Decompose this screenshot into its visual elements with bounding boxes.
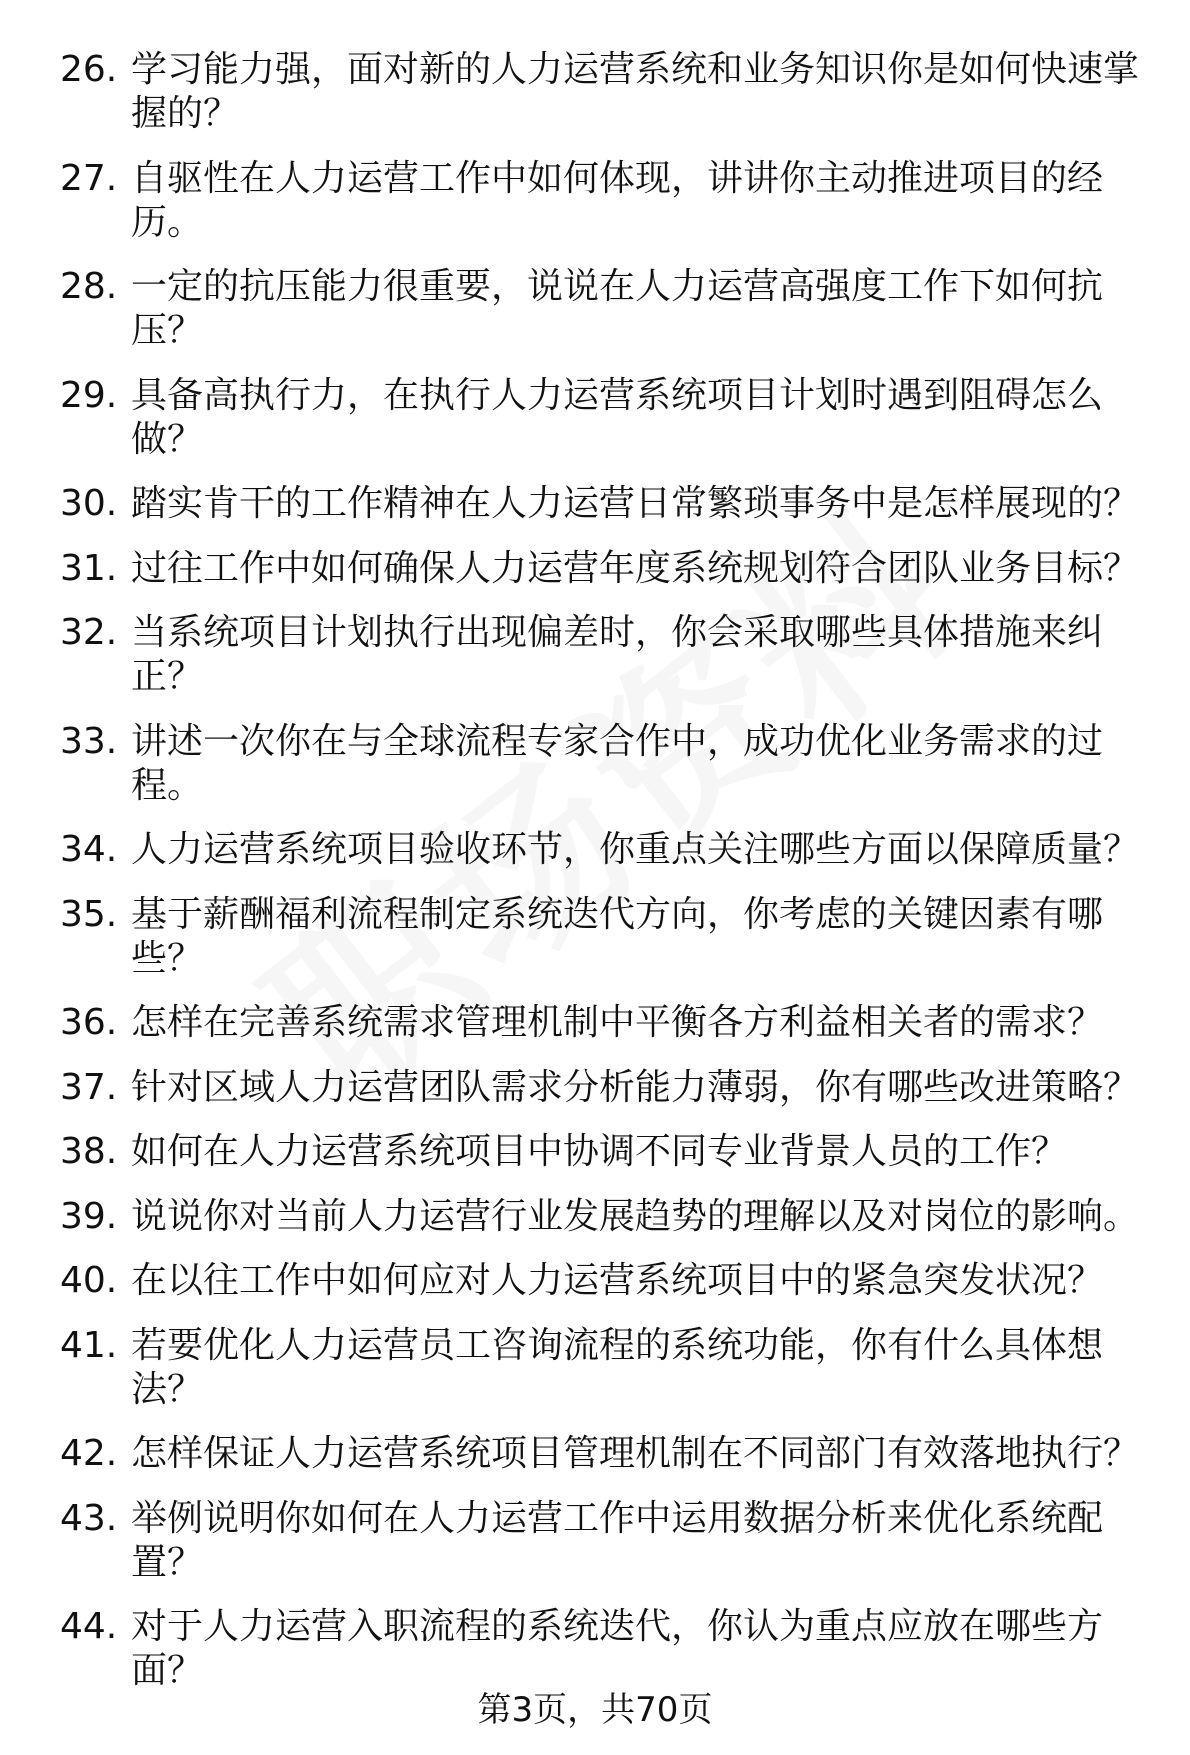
question-number: 42. [60,1433,118,1474]
list-item [60,1195,1160,1239]
question-number: 33. [60,720,118,762]
list-item [60,48,1160,136]
question-number: 28. [60,266,118,307]
question-number: 38. [60,1131,118,1172]
question-text: 具备高执行力，在执行人力运营系统项目计划时遇到阻碍怎么做？ [131,374,1104,460]
question-number: 30. [60,483,118,524]
question-text: 一定的抗压能力很重要，说说在人力运营高强度工作下如何抗压？ [131,266,1104,351]
list-item [60,1497,1160,1585]
question-text: 举例说明你如何在人力运营工作中运用数据分析来优化系统配置？ [131,1497,1104,1583]
question-number: 40. [60,1260,118,1301]
list-item [60,1605,1160,1693]
question-text: 人力运营系统项目验收环节，你重点关注哪些方面以保障质量？ [131,829,1140,870]
question-text: 若要优化人力运营员工咨询流程的系统功能，你有什么具体想法？ [131,1324,1104,1410]
list-item [60,1001,1160,1045]
question-text: 针对区域人力运营团队需求分析能力薄弱，你有哪些改进策略？ [131,1066,1140,1108]
question-number: 39. [60,1195,118,1237]
question-number: 43. [60,1497,118,1539]
question-text: 讲述一次你在与全球流程专家合作中，成功优化业务需求的过程。 [131,720,1104,806]
question-number: 37. [60,1066,118,1108]
question-text: 在以往工作中如何应对人力运营系统项目中的紧急突发状况？ [131,1260,1104,1301]
question-number: 32. [60,612,118,653]
list-item [60,893,1160,981]
question-text: 过往工作中如何确保人力运营年度系统规划符合团队业务目标？ [131,547,1140,589]
question-list [60,48,1160,1714]
question-text: 学习能力强，面对新的人力运营系统和业务知识你是如何快速掌握的？ [131,49,1140,134]
list-item [60,1259,1160,1303]
question-number: 27. [60,157,118,199]
list-item [60,720,1160,808]
question-number: 44. [60,1606,118,1647]
question-text: 自驱性在人力运营工作中如何体现，讲讲你主动推进项目的经历。 [131,157,1104,243]
list-item [60,828,1160,872]
list-item [60,374,1160,462]
question-text: 踏实肯干的工作精神在人力运营日常繁琐事务中是怎样展现的？ [131,483,1140,524]
question-text: 怎样在完善系统需求管理机制中平衡各方利益相关者的需求？ [131,1002,1104,1043]
list-item [60,1432,1160,1476]
question-text: 说说你对当前人力运营行业发展趋势的理解以及对岗位的影响。 [131,1195,1140,1237]
list-item [60,1324,1160,1412]
list-item [60,265,1160,353]
question-text: 基于薪酬福利流程制定系统迭代方向，你考虑的关键因素有哪些？ [131,893,1104,979]
question-text: 对于人力运营入职流程的系统迭代，你认为重点应放在哪些方面？ [131,1606,1104,1691]
page-number: 第3页，共70页 [477,1690,713,1730]
list-item [60,1130,1160,1174]
question-number: 31. [60,547,118,589]
list-item [60,547,1160,591]
list-item [60,1066,1160,1110]
question-number: 29. [60,374,118,416]
question-text: 当系统项目计划执行出现偏差时，你会采取哪些具体措施来纠正？ [131,612,1104,697]
list-item [60,482,1160,526]
list-item [60,611,1160,699]
question-number: 34. [60,829,118,870]
question-number: 35. [60,893,118,935]
question-number: 36. [60,1002,118,1043]
question-text: 如何在人力运营系统项目中协调不同专业背景人员的工作？ [131,1131,1068,1172]
question-text: 怎样保证人力运营系统项目管理机制在不同部门有效落地执行？ [131,1433,1140,1474]
question-number: 41. [60,1324,118,1366]
list-item [60,157,1160,245]
question-number: 26. [60,49,118,90]
